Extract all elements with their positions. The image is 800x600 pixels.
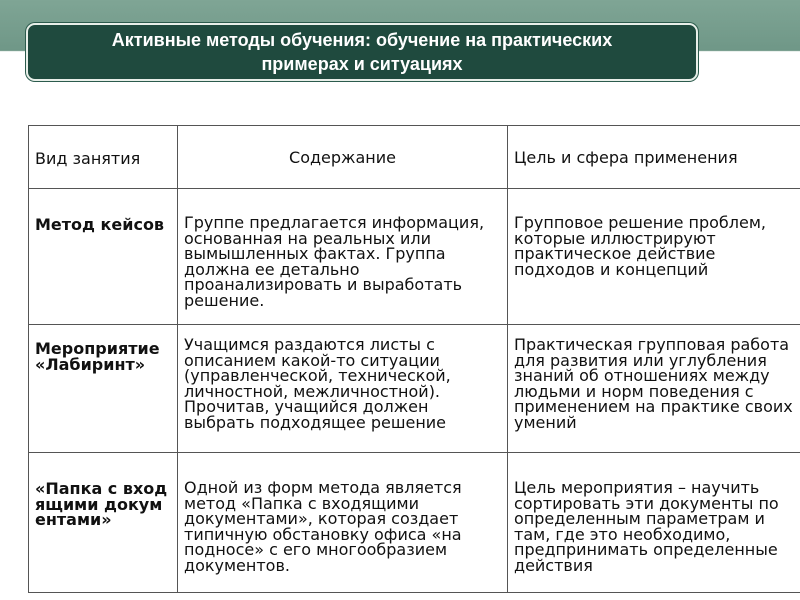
row-goal-cell: Цель мероприятия – научить сортировать эти документы по определенным параметрам и там, где это необходимо, предпринимать определенные действия	[508, 453, 800, 593]
row-content-cell: Учащимся раздаются листы с описанием какой-то ситуации (управленческой, технической, личностной, межличностной). Прочитав, учащийся должен выбрать подходящее решение	[178, 325, 508, 453]
row-type-cell: Мероприятие «Лабиринт»	[29, 325, 178, 453]
table-row	[29, 453, 800, 593]
slide-title	[26, 23, 698, 81]
row-goal-cell: Практическая групповая работа для развития или углубления знаний об отношениях между людьми и норм поведения с применением на практике своих умений	[508, 325, 800, 453]
row-type-cell: Метод кейсов	[29, 189, 178, 325]
row-goal-cell: Групповое решение проблем, которые иллюстрируют практическое действие подходов и концепций	[508, 189, 800, 325]
table-header-row	[29, 126, 800, 189]
slide-title-line-2: примерах и ситуациях	[261, 54, 463, 74]
row-content-cell: Одной из форм метода является метод «Папка с входящими документами», которая создает типичную обстановку офиса «на подносе» с его многообразием документов.	[178, 453, 508, 593]
header-content: Содержание	[178, 126, 508, 189]
header-goal: Цель и сфера применения	[508, 126, 800, 189]
row-content-cell: Группе предлагается информация, основанная на реальных или вымышленных фактах. Группа должна ее детально проанализировать и выработать решение.	[178, 189, 508, 325]
table-row	[29, 325, 800, 453]
row-type-cell: «Папка с входящими документами»	[29, 453, 178, 593]
slide-title-line-1: Активные методы обучения: обучение на практических	[111, 30, 613, 50]
header-type: Вид занятия	[29, 126, 178, 189]
methods-table	[28, 125, 800, 593]
table-row	[29, 189, 800, 325]
